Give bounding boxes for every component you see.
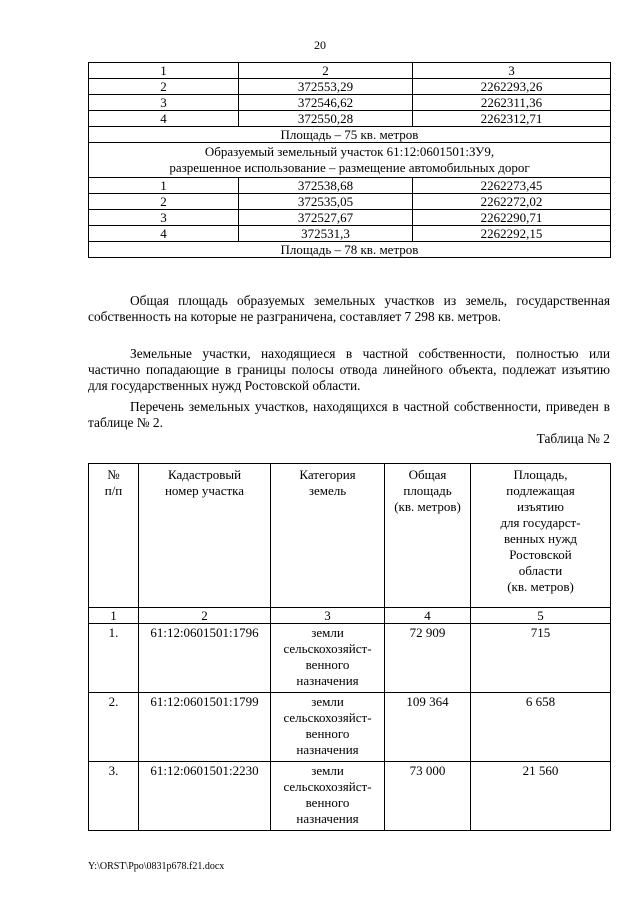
header-line: № xyxy=(107,467,120,482)
header-cell: 1 xyxy=(89,63,239,79)
column-number: 1 xyxy=(89,608,139,624)
coord-x: 372527,67 xyxy=(239,210,413,226)
header-line: (кв. метров) xyxy=(394,499,461,514)
page-number: 20 xyxy=(314,38,326,52)
area-row xyxy=(89,127,611,143)
paragraph-total-area: Общая площадь образуемых земельных участков из земель, государственная собственность на которые не разграничена, составляет 7 298 кв. метров. xyxy=(88,293,610,324)
column-numbers-row xyxy=(89,608,611,624)
category-line: назначения xyxy=(296,742,359,757)
total-area: 73 000 xyxy=(385,762,471,831)
header-line: площадь xyxy=(403,483,452,498)
coord-x: 372531,3 xyxy=(239,226,413,242)
seized-area: 21 560 xyxy=(471,762,611,831)
row-number: 3. xyxy=(89,762,139,831)
table-row xyxy=(89,624,611,693)
coord-x: 372535,05 xyxy=(239,194,413,210)
total-area: 109 364 xyxy=(385,693,471,762)
cadastral-number: 61:12:0601501:1796 xyxy=(139,624,271,693)
point-number: 2 xyxy=(89,79,239,95)
point-number: 2 xyxy=(89,194,239,210)
land-category xyxy=(271,762,385,831)
parcels-table-header xyxy=(88,463,611,608)
area-total: Площадь – 78 кв. метров xyxy=(89,242,611,258)
coord-y: 2262290,71 xyxy=(413,210,611,226)
table-row xyxy=(89,95,611,111)
coord-x: 372546,62 xyxy=(239,95,413,111)
coord-y: 2262273,45 xyxy=(413,178,611,194)
table-caption: Таблица № 2 xyxy=(536,431,610,446)
table-header-row xyxy=(89,464,611,608)
header-line: земель xyxy=(308,483,347,498)
header-line: Кадастровый xyxy=(167,467,242,482)
header-line: Ростовской xyxy=(509,547,572,562)
header-line: Общая xyxy=(408,467,447,482)
category-line: венного xyxy=(305,657,350,672)
table-row xyxy=(89,79,611,95)
column-number: 4 xyxy=(385,608,471,624)
header-line: для государст- xyxy=(500,515,581,530)
row-number: 1. xyxy=(89,624,139,693)
paragraph-list-reference: Перечень земельных участков, находящихся в частной собственности, приведен в таблице № 2. xyxy=(88,399,610,430)
footer-file-path: Y:\ORST\Ppo\0831p678.f21.docx xyxy=(88,861,225,872)
table-row xyxy=(89,762,611,831)
coordinates-table xyxy=(88,62,611,258)
category-line: назначения xyxy=(296,811,359,826)
coord-y: 2262272,02 xyxy=(413,194,611,210)
table-row xyxy=(89,111,611,127)
header-cadastral xyxy=(139,464,271,608)
header-line: Площадь, xyxy=(513,467,568,482)
header-number xyxy=(89,464,139,608)
category-line: сельскохозяйст- xyxy=(283,779,372,794)
header-line: Категория xyxy=(299,467,356,482)
cadastral-number: 61:12:0601501:2230 xyxy=(139,762,271,831)
coord-x: 372538,68 xyxy=(239,178,413,194)
coord-y: 2262292,15 xyxy=(413,226,611,242)
parcel-title-line: Образуемый земельный участок 61:12:0601501:ЗУ9, xyxy=(204,144,495,159)
table-row xyxy=(89,210,611,226)
column-number: 2 xyxy=(139,608,271,624)
table-row xyxy=(89,194,611,210)
paragraph-private-land: Земельные участки, находящиеся в частной собственности, полностью или частично попадающие в границы полосы отвода линейного объекта, подлежат изъятию для государственных нужд Ростовской области. xyxy=(88,346,610,393)
category-line: сельскохозяйст- xyxy=(283,641,372,656)
point-number: 3 xyxy=(89,210,239,226)
category-line: венного xyxy=(305,726,350,741)
total-area: 72 909 xyxy=(385,624,471,693)
parcels-table xyxy=(88,607,611,831)
header-category xyxy=(271,464,385,608)
area-total: Площадь – 75 кв. метров xyxy=(89,127,611,143)
category-line: назначения xyxy=(296,673,359,688)
header-seized-area xyxy=(471,464,611,608)
point-number: 1 xyxy=(89,178,239,194)
category-line: сельскохозяйст- xyxy=(283,710,372,725)
point-number: 4 xyxy=(89,111,239,127)
category-line: земли xyxy=(311,694,344,709)
header-line: венных нужд xyxy=(503,531,578,546)
header-cell: 3 xyxy=(413,63,611,79)
coord-y: 2262311,36 xyxy=(413,95,611,111)
row-number: 2. xyxy=(89,693,139,762)
header-line: (кв. метров) xyxy=(507,579,574,594)
point-number: 3 xyxy=(89,95,239,111)
coord-x: 372550,28 xyxy=(239,111,413,127)
header-line: изъятию xyxy=(517,499,564,514)
seized-area: 6 658 xyxy=(471,693,611,762)
header-line: номер участка xyxy=(164,483,245,498)
point-number: 4 xyxy=(89,226,239,242)
column-number: 3 xyxy=(271,608,385,624)
parcel-title-line: разрешенное использование – размещение автомобильных дорог xyxy=(169,160,530,175)
table-row xyxy=(89,178,611,194)
coord-x: 372553,29 xyxy=(239,79,413,95)
table-header-row xyxy=(89,63,611,79)
header-cell: 2 xyxy=(239,63,413,79)
cadastral-number: 61:12:0601501:1799 xyxy=(139,693,271,762)
category-line: земли xyxy=(311,763,344,778)
parcel-title-row xyxy=(89,143,611,178)
header-total-area xyxy=(385,464,471,608)
seized-area: 715 xyxy=(471,624,611,693)
header-line: области xyxy=(518,563,563,578)
header-line: подлежащая xyxy=(506,483,575,498)
land-category xyxy=(271,624,385,693)
category-line: венного xyxy=(305,795,350,810)
coord-y: 2262312,71 xyxy=(413,111,611,127)
parcel-title xyxy=(89,143,611,178)
column-number: 5 xyxy=(471,608,611,624)
category-line: земли xyxy=(311,625,344,640)
header-line: п/п xyxy=(104,483,123,498)
area-row xyxy=(89,242,611,258)
coord-y: 2262293,26 xyxy=(413,79,611,95)
land-category xyxy=(271,693,385,762)
table-row xyxy=(89,693,611,762)
table-row xyxy=(89,226,611,242)
